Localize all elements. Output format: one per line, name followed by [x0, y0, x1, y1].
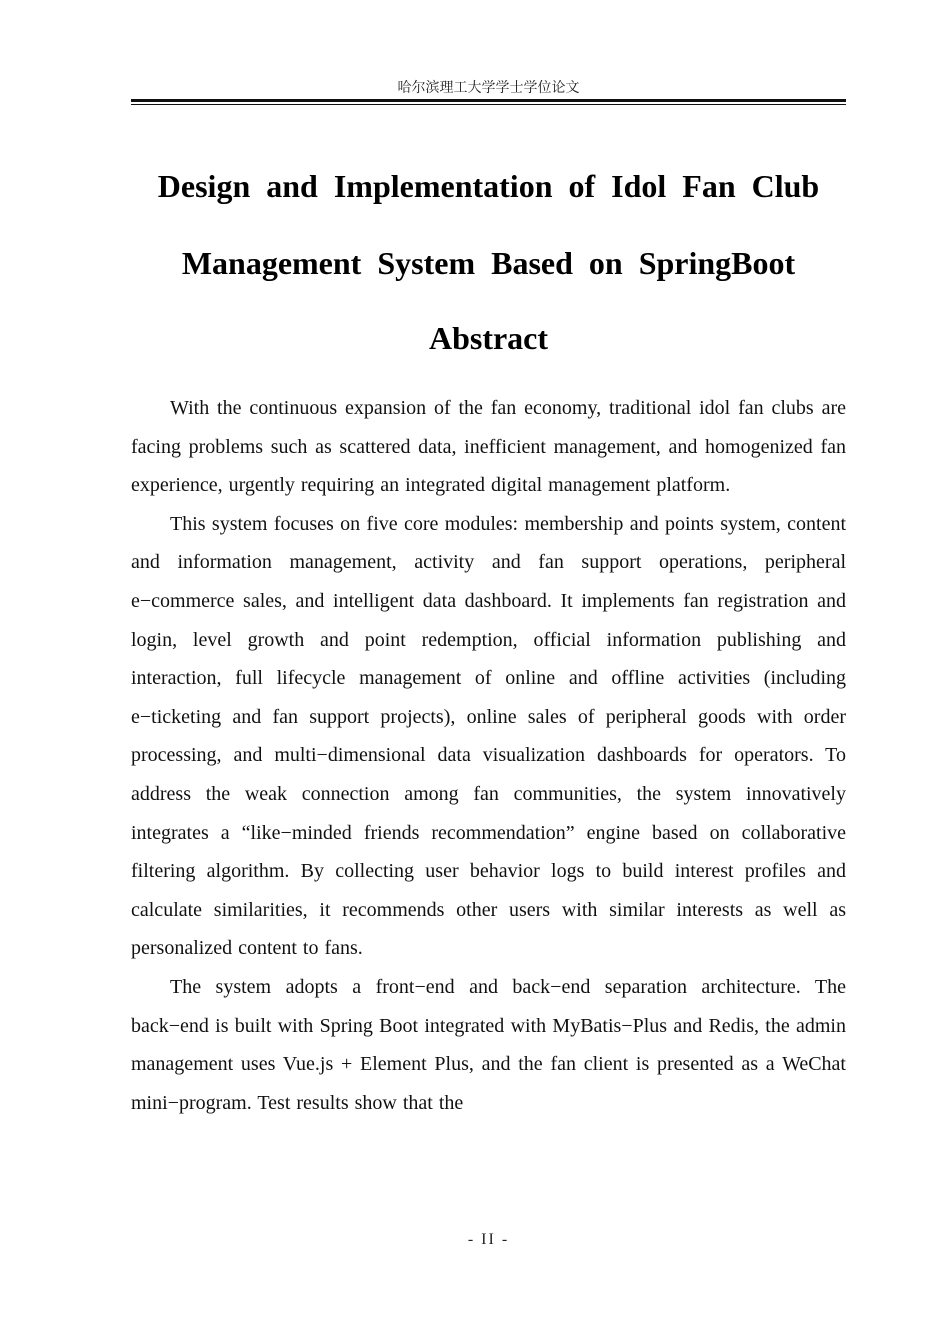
abstract-paragraph-2: This system focuses on five core modules: membership and points system, content and information management, activity and fan support operations, peripheral e−commerce sales, and intelligent data dashboard. It implements fan registration and login, level growth and point redemption, official information publishing and interaction, full lifecycle management of online and offline activities (including e−ticketing and fan support projects), online sales of peripheral goods with order processing, and multi−dimensional data visualization dashboards for operators. To address the weak connection among fan communities, the system innovatively integrates a “like−minded friends recommendation” engine based on collaborative filtering algorithm. By collecting user behavior logs to build interest profiles and calculate similarities, it recommends other users with similar interests as well as personalized content to fans. [131, 512, 846, 960]
page-number: - II - [467, 1231, 510, 1248]
running-header: 哈尔滨理工大学学士学位论文 [397, 80, 580, 96]
abstract-heading: Abstract [428, 320, 549, 356]
abstract-body [131, 389, 846, 1122]
header-rule-thin [131, 104, 846, 105]
abstract-paragraph-3: The system adopts a front−end and back−end separation architecture. The back−end is built with Spring Boot integrated with MyBatis−Plus and Redis, the admin management uses Vue.js + Element Plus, and the fan client is presented as a WeChat mini−program. Test results show that the [131, 975, 846, 1114]
thesis-title: Design and Implementation of Idol Fan Club Management System Based on SpringBoot [157, 168, 820, 281]
abstract-paragraph-1: With the continuous expansion of the fan economy, traditional idol fan clubs are facing problems such as scattered data, inefficient management, and homogenized fan experience, urgently requiring an integrated digital management platform. [131, 397, 846, 497]
header-rule-thick [131, 99, 846, 102]
